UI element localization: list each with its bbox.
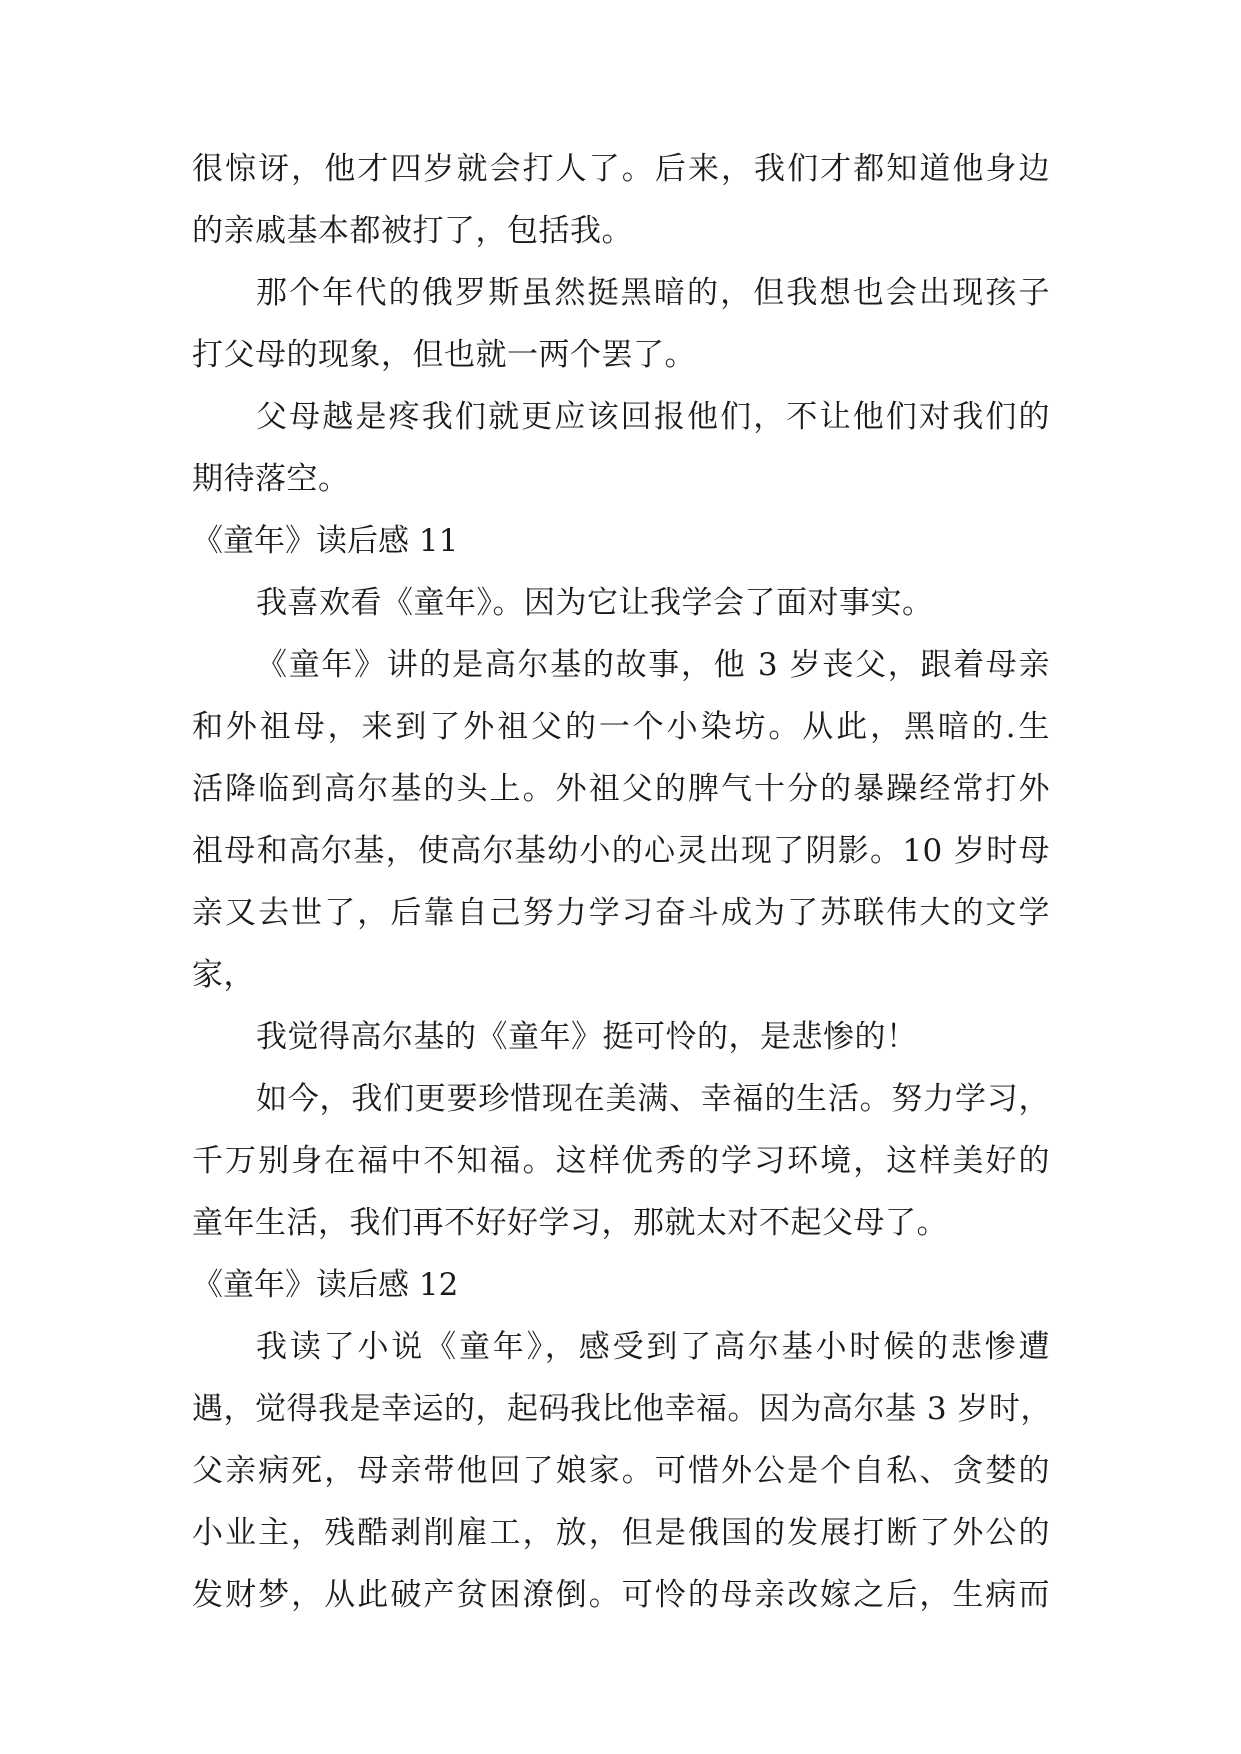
paragraph-start-line: 我读了小说《童年》，感受到了高尔基小时候的悲惨遭 — [256, 1329, 1050, 1365]
paragraph-start-line: 我觉得高尔基的《童年》挺可怜的，是悲惨的！ — [256, 1019, 918, 1055]
document-body — [192, 138, 1050, 1626]
text-line: 期待落空。 — [192, 461, 350, 497]
text-line: 千万别身在福中不知福。这样优秀的学习环境，这样美好的 — [192, 1143, 1050, 1179]
paragraph-start-line: 我喜欢看《童年》。因为它让我学会了面对事实。 — [256, 585, 934, 621]
text-line: 祖母和高尔基，使高尔基幼小的心灵出现了阴影。10 岁时母 — [192, 833, 1050, 869]
text-line: 亲又去世了，后靠自己努力学习奋斗成为了苏联伟大的文学 — [192, 895, 1050, 931]
text-line: 的亲戚基本都被打了，包括我。 — [192, 213, 633, 249]
paragraph-start-line: 父母越是疼我们就更应该回报他们，不让他们对我们的 — [256, 399, 1050, 435]
paragraph-start-line: 如今，我们更要珍惜现在美满、幸福的生活。努力学习， — [256, 1081, 1050, 1117]
paragraph-start-line: 那个年代的俄罗斯虽然挺黑暗的，但我想也会出现孩子 — [256, 275, 1050, 311]
text-line: 父亲病死，母亲带他回了娘家。可惜外公是个自私、贪婪的 — [192, 1453, 1050, 1489]
text-line: 打父母的现象，但也就一两个罢了。 — [192, 337, 696, 373]
text-line: 童年生活，我们再不好好学习，那就太对不起父母了。 — [192, 1205, 948, 1241]
text-line: 和外祖母，来到了外祖父的一个小染坊。从此，黑暗的.生 — [192, 709, 1050, 745]
paragraph-start-line: 《童年》讲的是高尔基的故事，他 3 岁丧父，跟着母亲 — [256, 647, 1050, 683]
section-heading: 《童年》读后感 11 — [192, 523, 459, 559]
text-line: 遇，觉得我是幸运的，起码我比他幸福。因为高尔基 3 岁时， — [192, 1391, 1052, 1427]
text-line: 发财梦，从此破产贫困潦倒。可怜的母亲改嫁之后，生病而 — [192, 1577, 1050, 1613]
text-line: 活降临到高尔基的头上。外祖父的脾气十分的暴躁经常打外 — [192, 771, 1050, 807]
text-line: 家， — [192, 957, 255, 993]
section-heading: 《童年》读后感 12 — [192, 1267, 459, 1303]
text-line: 小业主，残酷剥削雇工，放，但是俄国的发展打断了外公的 — [192, 1515, 1050, 1551]
text-line: 很惊讶，他才四岁就会打人了。后来，我们才都知道他身边 — [192, 151, 1050, 187]
